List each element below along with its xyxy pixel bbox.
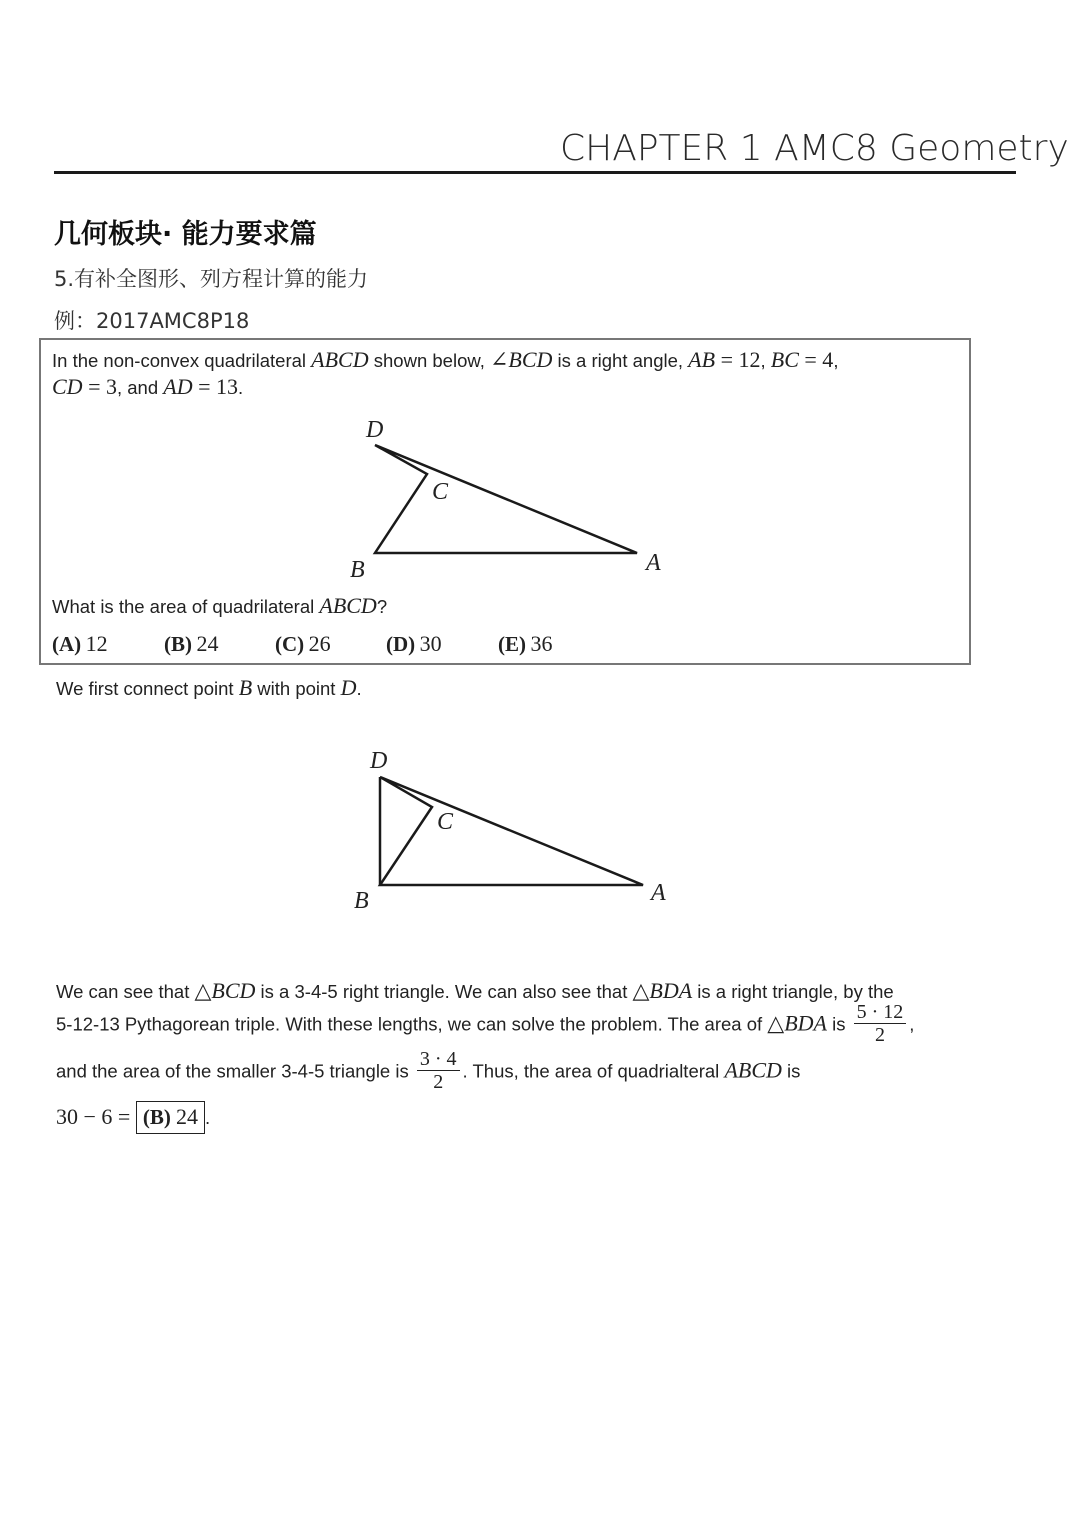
choice-value: 26 (308, 631, 331, 656)
choice-label: (B) (164, 632, 192, 656)
vertex-label-d: D (370, 748, 388, 774)
problem-question (52, 593, 387, 619)
solution-intro (56, 675, 362, 701)
math: D (340, 675, 357, 700)
vertex-label-b: B (354, 888, 369, 914)
choice-value: 36 (530, 631, 553, 656)
choice-b (164, 631, 218, 657)
solution-figure (330, 740, 690, 920)
answer-label: (B) (142, 1105, 171, 1129)
vertex-label-c: C (432, 479, 449, 505)
math: ∠BCD (489, 347, 553, 372)
choice-c (275, 631, 331, 657)
text: In the non-convex quadrilateral (52, 350, 312, 371)
vertex-label-d: D (366, 417, 384, 443)
text: shown below, (368, 350, 490, 371)
choice-label: (E) (498, 632, 526, 656)
fraction-numerator: 3 · 4 (417, 1048, 460, 1071)
choice-e (498, 631, 552, 657)
solution-answer-line (56, 1101, 210, 1134)
problem-line-1 (52, 347, 838, 373)
math: = 3 (82, 374, 117, 399)
solution-paragraph-line-2 (56, 1003, 914, 1048)
fraction-denominator: 2 (433, 1071, 444, 1093)
choice-value: 24 (196, 631, 219, 656)
text: , and (116, 377, 164, 398)
section-title: 几何板块· 能力要求篇 (54, 219, 317, 250)
math: CD (52, 374, 83, 399)
text: is (781, 1060, 801, 1082)
quadrilateral-abcd (380, 777, 643, 885)
text: with point (252, 678, 341, 699)
solution-paragraph-line-1 (56, 978, 894, 1004)
choice-value: 30 (419, 631, 442, 656)
text: is (826, 1013, 851, 1035)
math: △BDA (767, 1010, 827, 1036)
math: = 13 (192, 374, 239, 399)
chapter-title: CHAPTER 1 AMC8 Geometry (560, 128, 1069, 169)
quadrilateral-abcd (375, 445, 637, 553)
answer-value: 24 (175, 1104, 198, 1129)
text: . Thus, the area of quadrialteral (462, 1060, 725, 1082)
text: , (909, 1013, 915, 1035)
vertex-label-b: B (350, 557, 365, 583)
vertex-label-a: A (646, 550, 661, 576)
math: B (238, 675, 253, 700)
example-label: 例：2017AMC8P18 (54, 309, 250, 333)
choice-label: (A) (52, 632, 82, 656)
math: = 4 (798, 347, 834, 372)
text: is a 3-4-5 right triangle. We can also see that (255, 981, 633, 1002)
math: △BCD (194, 978, 256, 1003)
math: △BDA (632, 978, 693, 1003)
math: 30 − 6 = (56, 1104, 136, 1129)
text: ? (376, 596, 388, 617)
text: . (356, 678, 362, 699)
solution-paragraph-line-3 (56, 1050, 800, 1095)
choice-d (386, 631, 442, 657)
choice-a (52, 631, 108, 657)
math: AB (688, 347, 716, 372)
text: is a right angle, (552, 350, 689, 371)
text: and the area of the smaller 3-4-5 triangle is (56, 1060, 414, 1082)
math: BC (770, 347, 799, 372)
text: 5-12-13 Pythagorean triple. With these lengths, we can solve the problem. The area of (56, 1013, 768, 1035)
final-answer-box (136, 1101, 205, 1134)
vertex-label-a: A (651, 880, 666, 906)
math: ABCD (311, 347, 369, 372)
text: . (238, 377, 244, 398)
quadrilateral-figure (330, 410, 690, 590)
fraction (854, 1001, 907, 1046)
text: We can see that (56, 981, 195, 1002)
math: ABCD (319, 593, 377, 618)
choice-label: (D) (386, 632, 416, 656)
problem-line-2 (52, 374, 243, 400)
choice-label: (C) (275, 632, 305, 656)
math: = 12 (715, 347, 761, 372)
text: , (760, 350, 771, 371)
fraction-numerator: 5 · 12 (854, 1001, 907, 1024)
choice-value: 12 (85, 631, 108, 656)
text: What is the area of quadrilateral (52, 596, 320, 617)
math: AD (163, 374, 193, 399)
text: is a right triangle, by the (692, 981, 894, 1002)
math: ABCD (724, 1057, 782, 1083)
chapter-divider (54, 171, 1016, 174)
fraction-denominator: 2 (874, 1024, 885, 1046)
text: . (204, 1107, 211, 1128)
text: , (833, 350, 839, 371)
section-subtitle: 5.有补全图形、列方程计算的能力 (54, 267, 369, 291)
fraction (417, 1048, 460, 1093)
text: We first connect point (56, 678, 239, 699)
vertex-label-c: C (437, 809, 454, 835)
